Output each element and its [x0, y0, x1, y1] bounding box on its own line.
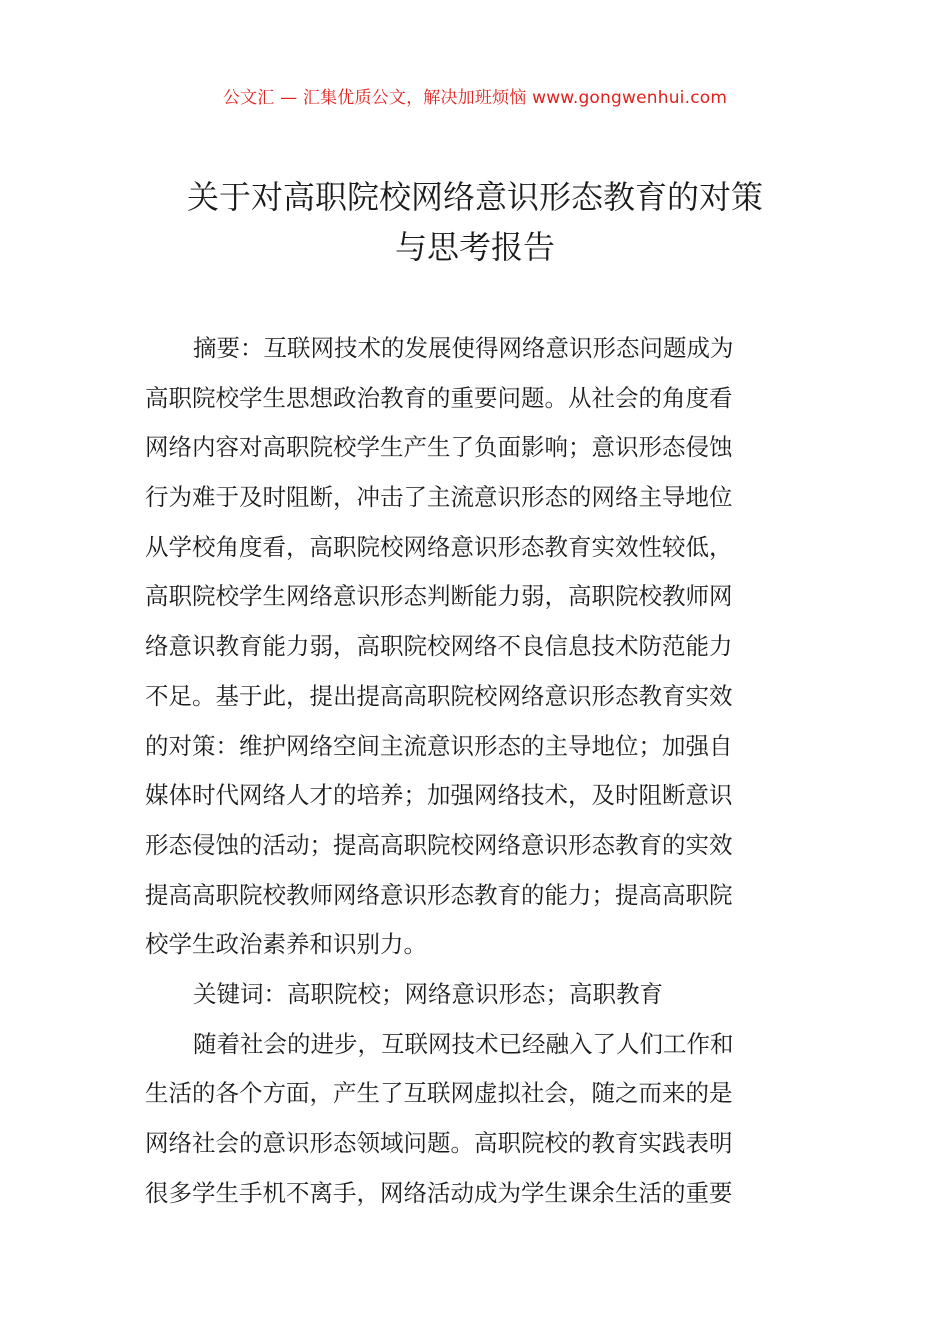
document-title — [140, 172, 810, 272]
abstract-line: 高职院校学生网络意识形态判断能力弱，高职院校教师网 — [145, 582, 733, 611]
abstract-line: 从学校角度看，高职院校网络意识形态教育实效性较低， — [145, 532, 733, 561]
abstract-line: 媒体时代网络人才的培养；加强网络技术，及时阻断意识 — [145, 781, 733, 810]
abstract-line: 形态侵蚀的活动；提高高职院校网络意识形态教育的实效 — [145, 830, 733, 859]
abstract-line: 提高高职院校教师网络意识形态教育的能力；提高高职院 — [145, 880, 733, 909]
abstract-line: 高职院校学生思想政治教育的重要问题。从社会的角度看 — [145, 383, 733, 412]
keywords-line: 关键词：高职院校；网络意识形态；高职教育 — [193, 979, 663, 1008]
title-line-1: 关于对高职院校网络意识形态教育的对策 — [186, 178, 763, 216]
header-banner: 公文汇 — 汇集优质公文，解决加班烦恼 www.gongwenhui.com — [222, 88, 728, 108]
document-body — [145, 324, 810, 1218]
abstract-line: 的对策：维护网络空间主流意识形态的主导地位；加强自 — [145, 731, 733, 760]
intro-line: 随着社会的进步，互联网技术已经融入了人们工作和 — [193, 1029, 734, 1058]
title-line-2: 与思考报告 — [394, 228, 555, 266]
intro-line: 网络社会的意识形态领域问题。高职院校的教育实践表明 — [145, 1129, 733, 1157]
intro-paragraph — [145, 1020, 810, 1219]
intro-line: 生活的各个方面，产生了互联网虚拟社会，随之而来的是 — [145, 1079, 733, 1108]
abstract-line: 网络内容对高职院校学生产生了负面影响；意识形态侵蚀 — [145, 433, 733, 462]
abstract-line: 不足。基于此，提出提高高职院校网络意识形态教育实效 — [145, 681, 733, 710]
intro-line: 很多学生手机不离手，网络活动成为学生课余生活的重要 — [145, 1178, 733, 1207]
abstract-line: 校学生政治素养和识别力。 — [145, 930, 427, 959]
abstract-line: 络意识教育能力弱，高职院校网络不良信息技术防范能力 — [145, 632, 733, 661]
abstract-line: 行为难于及时阻断，冲击了主流意识形态的网络主导地位 — [145, 483, 733, 512]
abstract-paragraph — [145, 324, 810, 970]
abstract-line: 摘要：互联网技术的发展使得网络意识形态问题成为 — [193, 334, 734, 362]
